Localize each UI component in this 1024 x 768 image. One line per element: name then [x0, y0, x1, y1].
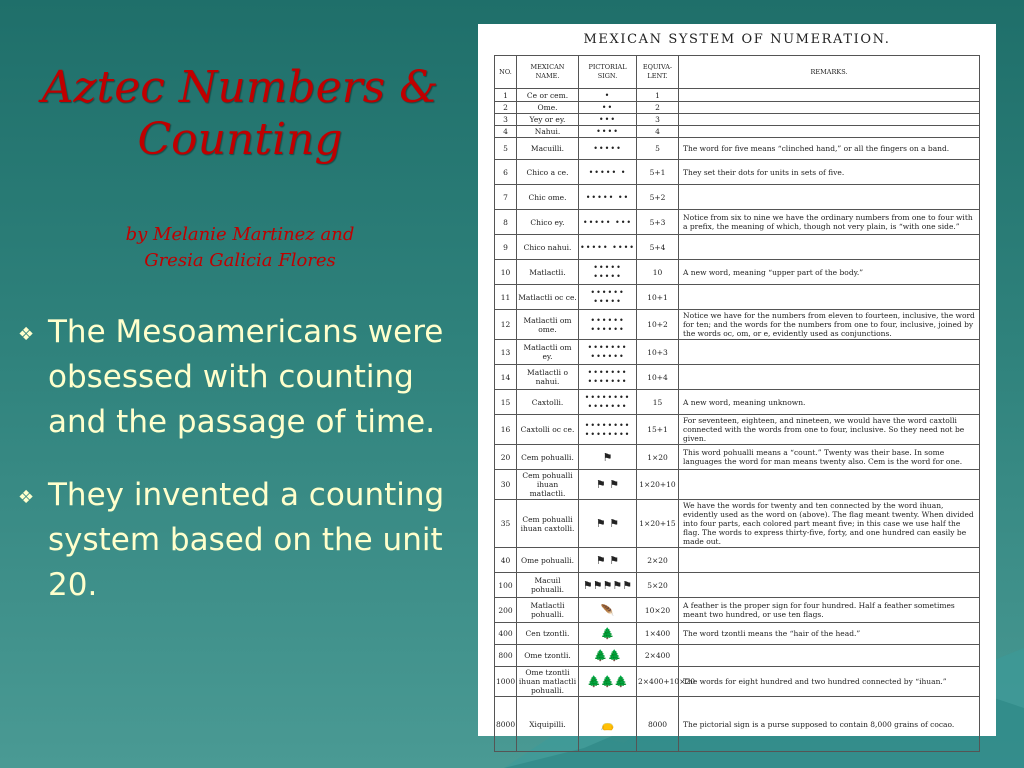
- slide-subtitle: [40, 222, 440, 274]
- row-equivalent: 10: [637, 260, 679, 285]
- row-name: Ome.: [517, 102, 579, 114]
- row-remark: We have the words for twenty and ten connected by the word ihuan, evidently used as the word on (above). The flag meant twenty. When divided into four parts, each colored part meant five; in this case we use half the flag. The words to express thirty-five, forty, and one hundred can easily be made out.: [679, 500, 980, 548]
- row-number: 4: [495, 126, 517, 138]
- row-number: 9: [495, 235, 517, 260]
- table-row: [495, 645, 980, 667]
- row-sign: ••••: [579, 126, 637, 138]
- row-equivalent: 10+2: [637, 310, 679, 340]
- diamond-bullet-icon: ❖: [18, 487, 35, 508]
- row-number: 35: [495, 500, 517, 548]
- row-sign: 🌲: [579, 623, 637, 645]
- row-number: 30: [495, 470, 517, 500]
- bullet-text: They invented a counting system based on the unit 20.: [48, 477, 445, 603]
- table-body: [495, 89, 980, 752]
- table-row: [495, 548, 980, 573]
- row-name: Macuil pohualli.: [517, 573, 579, 598]
- row-number: 1000: [495, 667, 517, 697]
- table-row: [495, 89, 980, 102]
- row-sign: ⚑ ⚑: [579, 548, 637, 573]
- row-number: 12: [495, 310, 517, 340]
- row-sign: ••••• ••: [579, 185, 637, 210]
- row-name: Ome pohualli.: [517, 548, 579, 573]
- row-name: Chico ey.: [517, 210, 579, 235]
- row-remark: The word for five means “clinched hand,” or all the fingers on a band.: [679, 138, 980, 160]
- table-row: [495, 235, 980, 260]
- row-sign: 👝: [579, 697, 637, 752]
- row-sign: ••••• •••: [579, 210, 637, 235]
- row-sign: ⚑ ⚑: [579, 470, 637, 500]
- row-name: Cem pohualli ihuan matlactli.: [517, 470, 579, 500]
- slide-title: Aztec Numbers & Counting: [41, 62, 439, 165]
- row-remark: [679, 102, 980, 114]
- row-remark: The pictorial sign is a purse supposed to contain 8,000 grains of cocao.: [679, 697, 980, 752]
- row-remark: [679, 548, 980, 573]
- row-name: Matlactli om ome.: [517, 310, 579, 340]
- row-sign: ••••• •: [579, 160, 637, 185]
- row-remark: [679, 185, 980, 210]
- row-equivalent: 2: [637, 102, 679, 114]
- row-equivalent: 10×20: [637, 598, 679, 623]
- row-remark: Notice we have for the numbers from eleven to fourteen, inclusive, the word for ten; and the words for the numbers from one to four, inclusive, joined by the words oc, om, or e, evidently used as conjunctions.: [679, 310, 980, 340]
- row-name: Matlactli.: [517, 260, 579, 285]
- row-remark: They set their dots for units in sets of five.: [679, 160, 980, 185]
- table-row: [495, 126, 980, 138]
- table-row: [495, 500, 980, 548]
- table-row: [495, 285, 980, 310]
- row-remark: [679, 89, 980, 102]
- row-remark: Notice from six to nine we have the ordinary numbers from one to four with a prefix, the meaning of which, though not very plain, is “with one side.”: [679, 210, 980, 235]
- row-number: 20: [495, 445, 517, 470]
- row-remark: [679, 114, 980, 126]
- row-sign: •••••• •••••: [579, 285, 637, 310]
- row-name: Matlactli o nahui.: [517, 365, 579, 390]
- row-equivalent: 3: [637, 114, 679, 126]
- row-equivalent: 15: [637, 390, 679, 415]
- row-equivalent: 5+1: [637, 160, 679, 185]
- row-equivalent: 5+2: [637, 185, 679, 210]
- row-remark: The words for eight hundred and two hundred connected by “ihuan.”: [679, 667, 980, 697]
- row-equivalent: 1: [637, 89, 679, 102]
- row-equivalent: 1×20+10: [637, 470, 679, 500]
- table-row: [495, 623, 980, 645]
- table-row: [495, 470, 980, 500]
- row-number: 40: [495, 548, 517, 573]
- row-number: 5: [495, 138, 517, 160]
- row-remark: [679, 285, 980, 310]
- row-sign: •••••: [579, 138, 637, 160]
- row-equivalent: 10+3: [637, 340, 679, 365]
- row-number: 2: [495, 102, 517, 114]
- row-remark: [679, 470, 980, 500]
- row-equivalent: 8000: [637, 697, 679, 752]
- row-equivalent: 5+3: [637, 210, 679, 235]
- row-equivalent: 2×400+10×20: [637, 667, 679, 697]
- row-remark: [679, 365, 980, 390]
- subtitle-line-2: Gresia Galicia Flores: [144, 250, 336, 271]
- bullet-item: [18, 473, 458, 608]
- table-row: [495, 445, 980, 470]
- row-number: 10: [495, 260, 517, 285]
- row-number: 16: [495, 415, 517, 445]
- row-equivalent: 1×20: [637, 445, 679, 470]
- row-name: Chico nahui.: [517, 235, 579, 260]
- row-equivalent: 1×20+15: [637, 500, 679, 548]
- row-name: Xiquipilli.: [517, 697, 579, 752]
- row-number: 6: [495, 160, 517, 185]
- row-remark: For seventeen, eighteen, and nineteen, we would have the word caxtolli connected with the words from one to four, inclusive. So they need not be given.: [679, 415, 980, 445]
- row-number: 100: [495, 573, 517, 598]
- numeration-table: [494, 55, 980, 752]
- row-name: Chic ome.: [517, 185, 579, 210]
- table-title: MEXICAN SYSTEM OF NUMERATION.: [583, 32, 891, 47]
- subtitle-line-1: by Melanie Martinez and: [125, 224, 355, 245]
- row-equivalent: 5+4: [637, 235, 679, 260]
- row-name: Caxtolli.: [517, 390, 579, 415]
- row-name: Matlactli om ey.: [517, 340, 579, 365]
- row-sign: •••••••• •••••••: [579, 390, 637, 415]
- row-remark: [679, 340, 980, 365]
- table-row: [495, 260, 980, 285]
- row-number: 200: [495, 598, 517, 623]
- row-equivalent: 15+1: [637, 415, 679, 445]
- table-row: [495, 340, 980, 365]
- row-remark: The word tzontli means the “hair of the head.”: [679, 623, 980, 645]
- row-name: Cem pohualli ihuan caxtolli.: [517, 500, 579, 548]
- row-number: 400: [495, 623, 517, 645]
- row-name: Matlactli oc ce.: [517, 285, 579, 310]
- row-sign: ⚑⚑⚑⚑⚑: [579, 573, 637, 598]
- table-row: [495, 697, 980, 752]
- row-name: Ome tzontli ihuan matlactli pohualli.: [517, 667, 579, 697]
- row-remark: [679, 645, 980, 667]
- row-sign: ⚑: [579, 445, 637, 470]
- row-number: 8: [495, 210, 517, 235]
- row-sign: •: [579, 89, 637, 102]
- table-row: [495, 415, 980, 445]
- row-sign: •••: [579, 114, 637, 126]
- bullet-text: The Mesoamericans were obsessed with counting and the passage of time.: [48, 314, 444, 440]
- row-number: 1: [495, 89, 517, 102]
- header-name: MEXICAN NAME.: [517, 56, 579, 89]
- row-sign: ••••• •••••: [579, 260, 637, 285]
- row-name: Ce or cem.: [517, 89, 579, 102]
- row-name: Caxtolli oc ce.: [517, 415, 579, 445]
- row-sign: ••••• ••••: [579, 235, 637, 260]
- header-no: NO.: [495, 56, 517, 89]
- row-equivalent: 5×20: [637, 573, 679, 598]
- row-equivalent: 1×400: [637, 623, 679, 645]
- table-row: [495, 138, 980, 160]
- table-row: [495, 667, 980, 697]
- row-number: 13: [495, 340, 517, 365]
- row-remark: [679, 126, 980, 138]
- row-sign: 🪶: [579, 598, 637, 623]
- row-number: 800: [495, 645, 517, 667]
- table-row: [495, 390, 980, 415]
- header-sign: PICTORIAL SIGN.: [579, 56, 637, 89]
- table-row: [495, 102, 980, 114]
- row-name: Cem pohualli.: [517, 445, 579, 470]
- table-row: [495, 210, 980, 235]
- table-row: [495, 598, 980, 623]
- row-sign: ⚑ ⚑: [579, 500, 637, 548]
- row-equivalent: 10+1: [637, 285, 679, 310]
- row-name: Nahui.: [517, 126, 579, 138]
- row-name: Matlactli pohualli.: [517, 598, 579, 623]
- row-sign: ••: [579, 102, 637, 114]
- table-row: [495, 310, 980, 340]
- table-header-row: [495, 56, 980, 89]
- row-sign: •••••••• ••••••••: [579, 415, 637, 445]
- table-row: [495, 160, 980, 185]
- row-remark: A new word, meaning unknown.: [679, 390, 980, 415]
- table-row: [495, 365, 980, 390]
- row-equivalent: 2×400: [637, 645, 679, 667]
- row-sign: 🌲🌲🌲: [579, 667, 637, 697]
- header-equivalent: EQUIVA-LENT.: [637, 56, 679, 89]
- table-row: [495, 185, 980, 210]
- row-sign: ••••••• ••••••: [579, 340, 637, 365]
- row-number: 15: [495, 390, 517, 415]
- row-remark: A feather is the proper sign for four hundred. Half a feather sometimes meant two hundred, or use ten flags.: [679, 598, 980, 623]
- row-remark: This word pohualli means a “count.” Twenty was their base. In some languages the word for man means twenty also. Cem is the word for one.: [679, 445, 980, 470]
- row-sign: ••••••• •••••••: [579, 365, 637, 390]
- row-name: Yey or ey.: [517, 114, 579, 126]
- row-number: 11: [495, 285, 517, 310]
- diamond-bullet-icon: ❖: [18, 324, 35, 345]
- row-sign: 🌲🌲: [579, 645, 637, 667]
- table-row: [495, 114, 980, 126]
- row-number: 7: [495, 185, 517, 210]
- row-name: Macuilli.: [517, 138, 579, 160]
- numeration-table-image: [478, 24, 996, 736]
- header-remarks: REMARKS.: [679, 56, 980, 89]
- row-equivalent: 4: [637, 126, 679, 138]
- row-sign: •••••• ••••••: [579, 310, 637, 340]
- row-remark: A new word, meaning “upper part of the body.”: [679, 260, 980, 285]
- row-remark: [679, 573, 980, 598]
- row-number: 14: [495, 365, 517, 390]
- row-name: Cen tzontli.: [517, 623, 579, 645]
- row-number: 8000: [495, 697, 517, 752]
- row-equivalent: 5: [637, 138, 679, 160]
- row-remark: [679, 235, 980, 260]
- row-name: Chico a ce.: [517, 160, 579, 185]
- row-equivalent: 10+4: [637, 365, 679, 390]
- bullet-item: [18, 310, 458, 445]
- bullet-list: [18, 310, 458, 636]
- row-name: Ome tzontli.: [517, 645, 579, 667]
- table-row: [495, 573, 980, 598]
- row-number: 3: [495, 114, 517, 126]
- row-equivalent: 2×20: [637, 548, 679, 573]
